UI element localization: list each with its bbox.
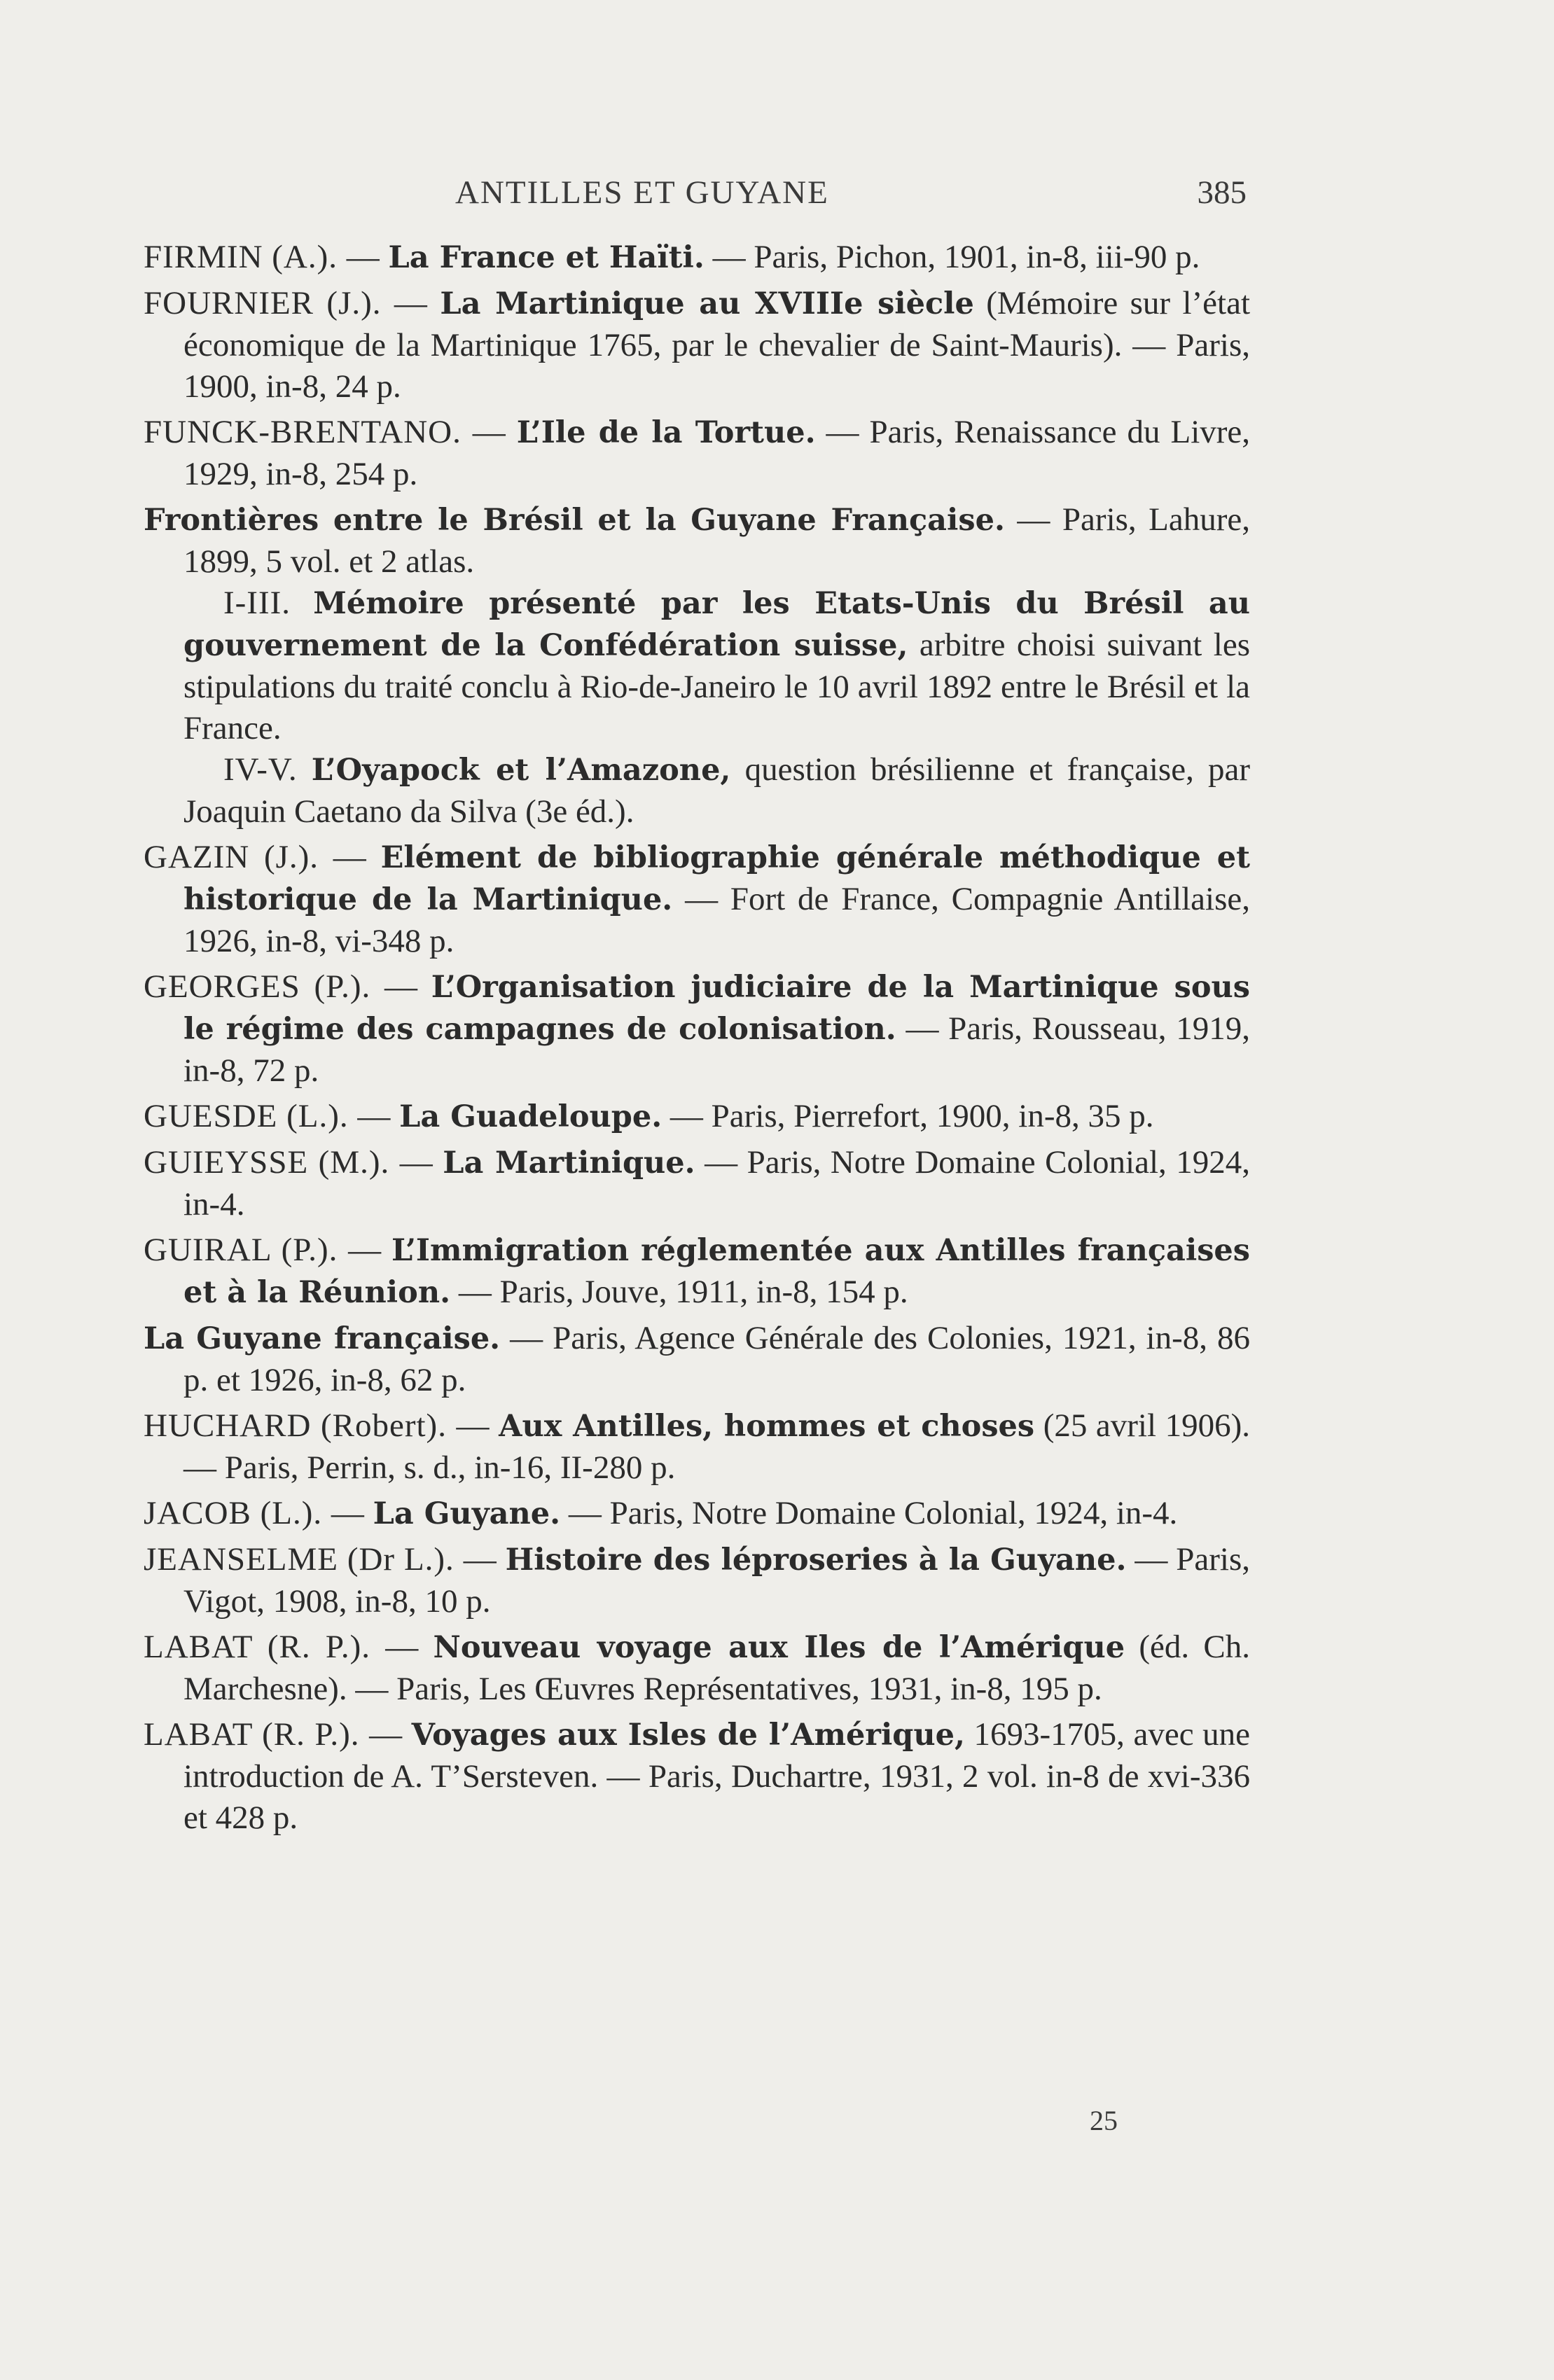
bibliography-entry [144, 1714, 1250, 1839]
entry-details: — Paris, Notre Domaine Colonial, 1924, in-4. [183, 1144, 1250, 1223]
entry-title: Nouveau voyage aux Iles de l’Amérique [433, 1630, 1125, 1665]
entry-details: — Paris, Jouve, 1911, in-8, 154 p. [458, 1274, 908, 1310]
entry-title: La France et Haïti. [388, 240, 705, 275]
running-title: ANTILLES ET GUYANE [455, 174, 829, 211]
entry-title: La Guadeloupe. [399, 1099, 662, 1134]
entry-details: (éd. Ch. Marchesne). — Paris, Les Œuvres Représentatives, 1931, in-8, 195 p. [183, 1629, 1250, 1707]
bibliography-entry [144, 1318, 1250, 1401]
entry-author: JACOB (L.). — [144, 1495, 365, 1531]
entry-author: FUNCK-BRENTANO. — [144, 414, 506, 450]
bibliography-entry [144, 412, 1250, 495]
entry-details: — Paris, Pichon, 1901, in-8, iii-90 p. [712, 239, 1200, 275]
entry-details: (Mémoire sur l’état économique de la Martinique 1765, par le chevalier de Saint-Mauris). — Paris, 1900, in-8, 24 p. [183, 285, 1251, 405]
entry-author: FIRMIN (A.). — [144, 239, 380, 275]
entry-details: — Paris, Rousseau, 1919, in-8, 72 p. [183, 1010, 1251, 1089]
entry-title: Aux Antilles, hommes et choses [499, 1409, 1035, 1444]
entry-title: Histoire des léproseries à la Guyane. [505, 1543, 1127, 1578]
entry-details: — Paris, Renaissance du Livre, 1929, in-8, 254 p. [183, 414, 1251, 492]
entry-title: La Martinique. [443, 1146, 695, 1181]
entry-title: La Martinique au XVIIIe siècle [440, 286, 974, 321]
bibliography-entry [144, 1539, 1250, 1622]
entry-title: Voyages aux Isles de l’Amérique, [411, 1718, 965, 1753]
entry-details: (25 avril 1906). — Paris, Perrin, s. d., in-16, II-280 p. [183, 1407, 1250, 1486]
entry-title: L’Oyapock et l’Amazone, [311, 753, 731, 788]
entry-author: GEORGES (P.). — [144, 968, 419, 1005]
entry-title: Mémoire présenté par les Etats-Unis du Brésil au gouvernement de la Confédération suisse, [183, 586, 1250, 663]
entry-title: Elément de bibliographie générale méthodique et historique de la Martinique. [183, 840, 1251, 917]
bibliography-entry [144, 499, 1250, 583]
entry-title: L’Immigration réglementée aux Antilles françaises et à la Réunion. [183, 1233, 1250, 1310]
entry-author: LABAT (R. P.). — [144, 1629, 419, 1665]
entry-volume: I-III. [223, 585, 291, 621]
entry-details: 1693-1705, avec une introduction de A. T’Sersteven. — Paris, Duchartre, 1931, 2 vol. in-8 de xvi-336 et 428 p. [183, 1716, 1250, 1836]
bibliography-entry [144, 837, 1250, 962]
entry-details: — Paris, Agence Générale des Colonies, 1921, in-8, 86 p. et 1926, in-8, 62 p. [183, 1320, 1250, 1398]
entry-author: LABAT (R. P.). — [144, 1716, 403, 1753]
entry-author: FOURNIER (J.). — [144, 285, 428, 321]
entry-details: question brésilienne et française, par Joaquin Caetano da Silva (3e éd.). [183, 751, 1250, 830]
bibliography-entry [144, 1493, 1250, 1535]
entry-details: — Fort de France, Compagnie Antillaise, 1926, in-8, vi-348 p. [183, 881, 1251, 959]
entry-title: La Guyane. [373, 1496, 561, 1531]
signature-mark: 25 [1090, 2105, 1118, 2136]
bibliography-entry [144, 1405, 1250, 1489]
entry-details: — Paris, Lahure, 1899, 5 vol. et 2 atlas. [183, 501, 1250, 580]
entry-volume: IV-V. [223, 751, 298, 788]
entry-author: GUESDE (L.). — [144, 1098, 391, 1134]
bibliography-entry [144, 966, 1250, 1092]
entry-details: — Paris, Notre Domaine Colonial, 1924, in-4. [568, 1495, 1178, 1531]
entry-details: — Paris, Vigot, 1908, in-8, 10 p. [183, 1541, 1251, 1620]
entry-author: GUIEYSSE (M.). — [144, 1144, 433, 1181]
entry-author: JEANSELME (Dr L.). — [144, 1541, 497, 1578]
entry-title: La Guyane française. [144, 1321, 501, 1356]
bibliography-entry [144, 1627, 1250, 1710]
bibliography-subentry [144, 583, 1250, 749]
entry-details: — Paris, Pierrefort, 1900, in-8, 35 p. [670, 1098, 1154, 1134]
entry-author: GAZIN (J.). — [144, 839, 367, 875]
page-number: 385 [1197, 174, 1247, 211]
entry-title: L’Ile de la Tortue. [516, 415, 816, 450]
bibliography-entry [144, 237, 1250, 279]
bibliography-entry [144, 1230, 1250, 1314]
entry-author: HUCHARD (Robert). — [144, 1407, 490, 1444]
running-head [455, 174, 1247, 216]
bibliography-entry [144, 283, 1250, 408]
bibliography-list [144, 237, 1250, 1843]
bibliography-subentry [144, 749, 1250, 833]
entry-details: arbitre choisi suivant les stipulations du traité conclu à Rio-de-Janeiro le 10 avril 1892 entre le Brésil et la France. [183, 627, 1250, 746]
bibliography-entry [144, 1142, 1250, 1225]
entry-author: GUIRAL (P.). — [144, 1232, 382, 1268]
bibliography-entry [144, 1096, 1250, 1138]
entry-title: Frontières entre le Brésil et la Guyane Française. [144, 503, 1005, 538]
entry-title: L’Organisation judiciaire de la Martinique sous le régime des campagnes de colonisation. [183, 970, 1251, 1047]
